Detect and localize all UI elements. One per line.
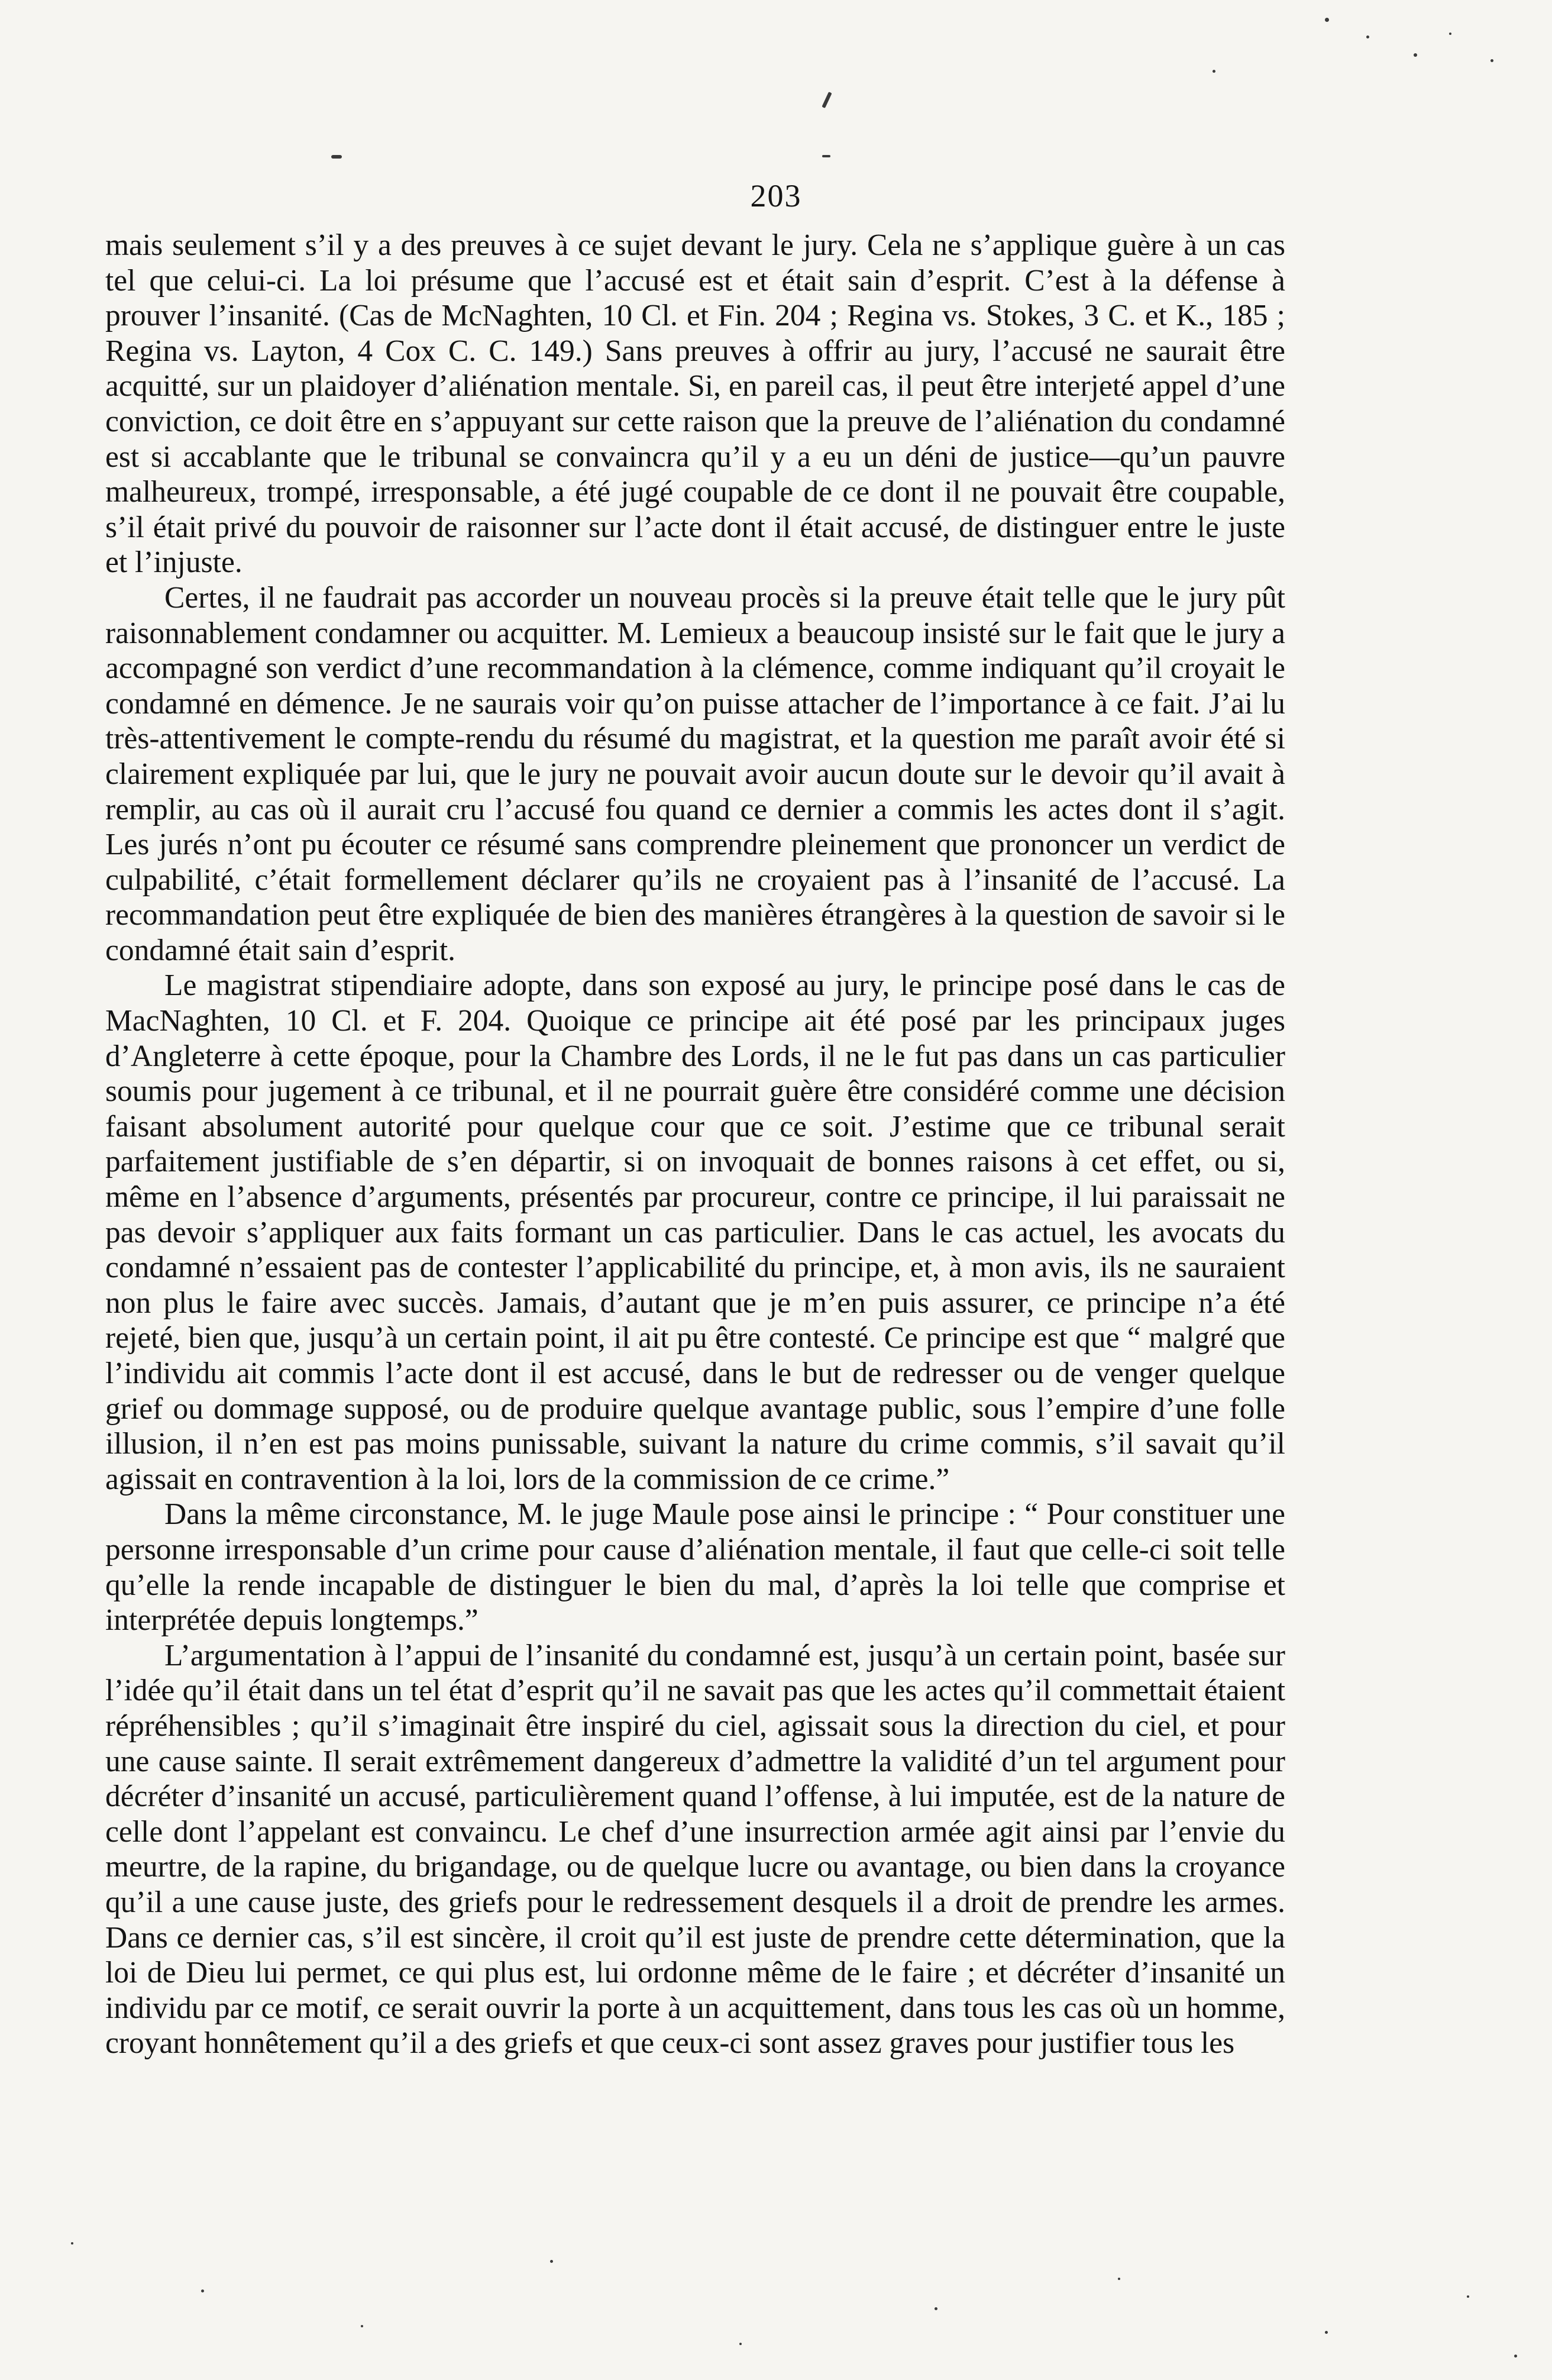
paragraph-1: mais seulement s’il y a des preuves à ce sujet devant le jury. Cela ne s’applique guère à un cas tel que celui-ci. La loi présume que l’accusé est et était sain d’esprit. C’est à la défense à prouver l’insanité. (Cas de McNaghten, 10 Cl. et Fin. 204 ; Regina vs. Stokes, 3 C. et K., 185 ; Regina vs. Layton, 4 Cox C. C. 149.) Sans preuves à offrir au jury, l’accusé ne saurait être acquitté, sur un plaidoyer d’aliénation mentale. Si, en pareil cas, il peut être interjeté appel d’une conviction, ce doit être en s’appuyant sur cette raison que la preuve de l’aliénation du condamné est si accablante que le tribunal se convaincra qu’il y a eu un déni de justice—qu’un pauvre malheureux, trompé, irresponsable, a été jugé coupable de ce dont il ne pouvait être coupable, s’il était privé du pouvoir de raisonner sur l’acte dont il était accusé, de distinguer entre le juste et l’injuste. bbox=[105, 228, 1285, 580]
scan-noise-top bbox=[0, 0, 1552, 177]
paragraph-2: Certes, il ne faudrait pas accorder un nouveau procès si la preuve était telle que le jury pût raisonnablement condamner ou acquitter. M. Lemieux a beaucoup insisté sur le fait que le jury a accompagné son verdict d’une recommandation à la clémence, comme indiquant qu’il croyait le condamné en démence. Je ne saurais voir qu’on puisse attacher de l’importance à ce fait. J’ai lu très-attentivement le compte-rendu du résumé du magistrat, et la question me paraît avoir été si clairement expliquée par lui, que le jury ne pouvait avoir aucun doute sur le devoir qu’il avait à remplir, au cas où il aurait cru l’accusé fou quand ce dernier a commis les actes dont il s’agit. Les jurés n’ont pu écouter ce résumé sans comprendre pleinement que prononcer un verdict de culpabilité, c’était formellement déclarer qu’ils ne croyaient pas à l’insanité de l’accusé. La recommandation peut être expliquée de bien des manières étrangères à la question de savoir si le condamné était sain d’esprit. bbox=[105, 580, 1285, 967]
body-text bbox=[105, 228, 1285, 2061]
scan-noise-bottom bbox=[0, 2189, 1552, 2380]
paragraph-4: Dans la même circonstance, M. le juge Maule pose ainsi le principe : “ Pour constituer une personne irresponsable d’un crime pour cause d’aliénation mentale, il faut que celle-ci soit telle qu’elle la rende incapable de distinguer le bien du mal, d’après la loi telle que comprise et interprétée depuis longtemps.” bbox=[105, 1497, 1285, 1638]
paragraph-5: L’argumentation à l’appui de l’insanité du condamné est, jusqu’à un certain point, basée sur l’idée qu’il était dans un tel état d’esprit qu’il ne savait pas que les actes qu’il commettait étaient répréhensibles ; qu’il s’imaginait être inspiré du ciel, agissait sous la direction du ciel, et pour une cause sainte. Il serait extrêmement dangereux d’admettre la validité d’un tel argument pour décréter d’insanité un accusé, particulièrement quand l’offense, à lui imputée, est de la nature de celle dont l’appelant est convaincu. Le chef d’une insurrection armée agit ainsi par l’envie du meurtre, de la rapine, du brigandage, ou de quelque lucre ou avantage, ou bien dans la croyance qu’il a une cause juste, des griefs pour le redressement desquels il a droit de prendre les armes. Dans ce dernier cas, s’il est sincère, il croit qu’il est juste de prendre cette détermination, que la loi de Dieu lui permet, ce qui plus est, lui ordonne même de le faire ; et décréter d’insanité un individu par ce motif, ce serait ouvrir la porte à un acquittement, dans tous les cas où un homme, croyant honnêtement qu’il a des griefs et que ceux-ci sont assez graves pour justifier tous les bbox=[105, 1638, 1285, 2061]
paragraph-3: Le magistrat stipendiaire adopte, dans son exposé au jury, le principe posé dans le cas de MacNaghten, 10 Cl. et F. 204. Quoique ce principe ait été posé par les principaux juges d’Angleterre à cette époque, pour la Chambre des Lords, il ne le fut pas dans un cas particulier soumis pour jugement à ce tribunal, et il ne pourrait guère être considéré comme une décision faisant absolument autorité pour quelque cour que ce soit. J’estime que ce tribunal serait parfaitement justifiable de s’en départir, si on invoquait de bonnes raisons à cet effet, ou si, même en l’absence d’arguments, présentés par procureur, contre ce principe, il lui paraissait ne pas devoir s’appliquer aux faits formant un cas particulier. Dans le cas actuel, les avocats du condamné n’essaient pas de contester l’applicabilité du principe, et, à mon avis, ils ne sauraient non plus le faire avec succès. Jamais, d’autant que je m’en puis assurer, ce principe n’a été rejeté, bien que, jusqu’à un certain point, il ait pu être contesté. Ce principe est que “ malgré que l’individu ait commis l’acte dont il est accusé, dans le but de redresser ou de venger quelque grief ou dommage supposé, ou de produire quelque avantage public, sous l’empire d’une folle illusion, il n’en est pas moins punissable, suivant la nature du crime commis, s’il savait qu’il agissait en contravention à la loi, lors de la commission de ce crime.” bbox=[105, 968, 1285, 1496]
page-number: 203 bbox=[750, 178, 802, 214]
